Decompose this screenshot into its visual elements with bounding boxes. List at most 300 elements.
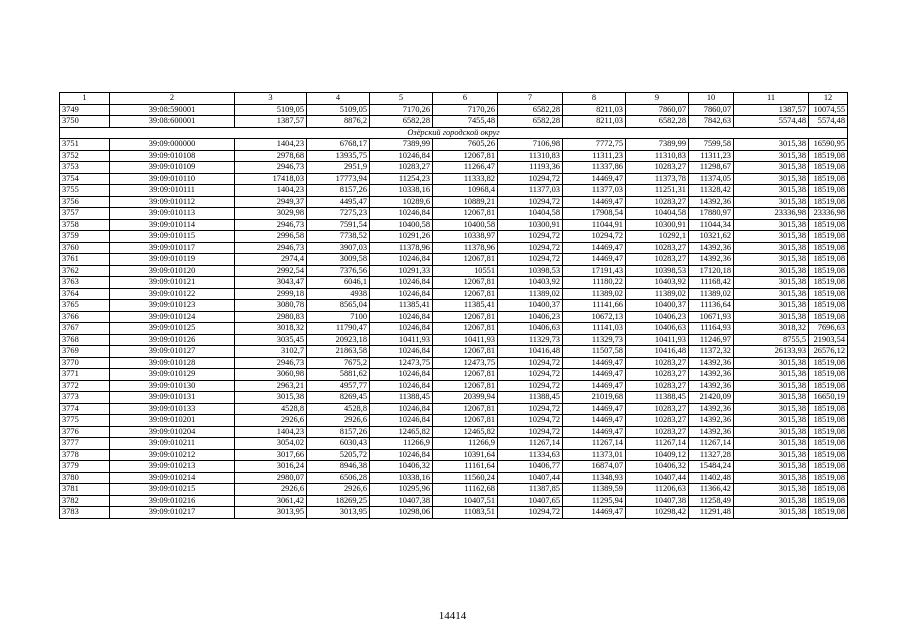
row-number-cell: 3780 [60, 472, 110, 484]
value-cell: 11266,47 [433, 162, 498, 174]
value-cell: 16590,95 [809, 139, 848, 151]
row-number-cell: 3782 [60, 495, 110, 507]
value-cell: 3015,38 [734, 403, 809, 415]
value-cell: 10400,37 [498, 300, 563, 312]
value-cell: 10246,84 [370, 277, 433, 289]
value-cell: 18519,08 [809, 380, 848, 392]
value-cell: 10407,38 [370, 495, 433, 507]
value-cell: 10283,27 [626, 196, 689, 208]
value-cell: 10400,58 [433, 219, 498, 231]
table-row [60, 173, 848, 185]
value-cell: 11385,41 [370, 300, 433, 312]
value-cell: 10246,84 [370, 311, 433, 323]
value-cell: 15484,24 [689, 461, 734, 473]
value-cell: 11246,97 [689, 334, 734, 346]
row-number-cell: 3759 [60, 231, 110, 243]
value-cell: 3015,38 [734, 139, 809, 151]
value-cell: 11083,51 [433, 507, 498, 519]
value-cell: 11251,31 [626, 185, 689, 197]
row-number-cell: 3757 [60, 208, 110, 220]
value-cell: 7170,26 [370, 104, 433, 116]
cadastral-code-cell: 39:09:010213 [110, 461, 235, 473]
value-cell: 2926,6 [235, 484, 307, 496]
row-number-cell: 3766 [60, 311, 110, 323]
value-cell: 17120,18 [689, 265, 734, 277]
value-cell: 7860,07 [626, 104, 689, 116]
value-cell: 11333,82 [433, 173, 498, 185]
table-row [60, 449, 848, 461]
value-cell: 10298,42 [626, 507, 689, 519]
column-header: 6 [433, 93, 498, 105]
value-cell: 7599,58 [689, 139, 734, 151]
row-number-cell: 3783 [60, 507, 110, 519]
row-number-cell: 3763 [60, 277, 110, 289]
value-cell: 1387,57 [235, 116, 307, 128]
table-row [60, 323, 848, 335]
table-row [60, 208, 848, 220]
value-cell: 26133,93 [734, 346, 809, 358]
value-cell: 3015,38 [734, 484, 809, 496]
row-number-cell: 3769 [60, 346, 110, 358]
value-cell: 11388,45 [498, 392, 563, 404]
value-cell: 3043,47 [235, 277, 307, 289]
value-cell: 10294,72 [498, 415, 563, 427]
value-cell: 10294,72 [498, 196, 563, 208]
value-cell: 11291,48 [689, 507, 734, 519]
value-cell: 3035,45 [235, 334, 307, 346]
value-cell: 12465,82 [433, 426, 498, 438]
value-cell: 10283,27 [626, 242, 689, 254]
value-cell: 14469,47 [563, 242, 626, 254]
value-cell: 8157,26 [307, 185, 370, 197]
value-cell: 18519,08 [809, 242, 848, 254]
value-cell: 10411,93 [626, 334, 689, 346]
value-cell: 3015,38 [734, 242, 809, 254]
value-cell: 11266,9 [370, 438, 433, 450]
table-row [60, 196, 848, 208]
value-cell: 14392,36 [689, 242, 734, 254]
value-cell: 3015,38 [734, 415, 809, 427]
value-cell: 10283,27 [370, 162, 433, 174]
value-cell: 11206,63 [626, 484, 689, 496]
cadastral-code-cell: 39:09:010215 [110, 484, 235, 496]
value-cell: 12067,81 [433, 380, 498, 392]
table-row [60, 311, 848, 323]
value-cell: 6582,28 [498, 104, 563, 116]
value-cell: 11267,14 [498, 438, 563, 450]
row-number-cell: 3749 [60, 104, 110, 116]
value-cell: 18519,08 [809, 472, 848, 484]
value-cell: 26576,12 [809, 346, 848, 358]
value-cell: 11366,42 [689, 484, 734, 496]
value-cell: 10298,06 [370, 507, 433, 519]
value-cell: 11560,24 [433, 472, 498, 484]
value-cell: 11377,03 [498, 185, 563, 197]
value-cell: 10400,37 [626, 300, 689, 312]
value-cell: 8876,2 [307, 116, 370, 128]
table-row [60, 104, 848, 116]
value-cell: 14392,36 [689, 357, 734, 369]
value-cell: 10283,27 [626, 162, 689, 174]
cadastral-code-cell: 39:09:010129 [110, 369, 235, 381]
table-row [60, 369, 848, 381]
row-number-cell: 3777 [60, 438, 110, 450]
value-cell: 3015,38 [734, 495, 809, 507]
column-header: 10 [689, 93, 734, 105]
value-cell: 7842,63 [689, 116, 734, 128]
cadastral-code-cell: 39:09:010120 [110, 265, 235, 277]
value-cell: 11377,03 [563, 185, 626, 197]
value-cell: 7738,52 [307, 231, 370, 243]
row-number-cell: 3756 [60, 196, 110, 208]
value-cell: 12067,81 [433, 311, 498, 323]
value-cell: 17908,54 [563, 208, 626, 220]
row-number-cell: 3751 [60, 139, 110, 151]
value-cell: 10407,38 [626, 495, 689, 507]
value-cell: 7675,2 [307, 357, 370, 369]
value-cell: 10294,72 [498, 231, 563, 243]
value-cell: 18519,08 [809, 484, 848, 496]
cadastral-code-cell: 39:09:010217 [110, 507, 235, 519]
row-number-cell: 3774 [60, 403, 110, 415]
value-cell: 5881,62 [307, 369, 370, 381]
value-cell: 11378,96 [433, 242, 498, 254]
value-cell: 11254,23 [370, 173, 433, 185]
value-cell: 14469,47 [563, 415, 626, 427]
value-cell: 18519,08 [809, 277, 848, 289]
table-row [60, 495, 848, 507]
value-cell: 11389,59 [563, 484, 626, 496]
value-cell: 6768,17 [307, 139, 370, 151]
value-cell: 10294,72 [563, 231, 626, 243]
value-cell: 18519,08 [809, 461, 848, 473]
table-row [60, 438, 848, 450]
value-cell: 10246,84 [370, 380, 433, 392]
value-cell: 12067,81 [433, 254, 498, 266]
value-cell: 11389,02 [498, 288, 563, 300]
value-cell: 1404,23 [235, 139, 307, 151]
value-cell: 10404,58 [498, 208, 563, 220]
value-cell: 10411,93 [370, 334, 433, 346]
value-cell: 2949,37 [235, 196, 307, 208]
value-cell: 11373,01 [563, 449, 626, 461]
cadastral-code-cell: 39:09:010114 [110, 219, 235, 231]
value-cell: 18519,08 [809, 150, 848, 162]
value-cell: 2996,58 [235, 231, 307, 243]
value-cell: 7170,26 [433, 104, 498, 116]
value-cell: 18519,08 [809, 403, 848, 415]
value-cell: 3015,38 [734, 185, 809, 197]
value-cell: 17773,94 [307, 173, 370, 185]
value-cell: 7100 [307, 311, 370, 323]
value-cell: 10283,27 [626, 403, 689, 415]
table-row [60, 219, 848, 231]
value-cell: 5109,05 [307, 104, 370, 116]
table-row [60, 185, 848, 197]
value-cell: 7860,07 [689, 104, 734, 116]
value-cell: 18519,08 [809, 357, 848, 369]
value-cell: 7376,56 [307, 265, 370, 277]
value-cell: 7106,98 [498, 139, 563, 151]
cadastral-code-cell: 39:09:010122 [110, 288, 235, 300]
cadastral-code-cell: 39:09:010127 [110, 346, 235, 358]
value-cell: 10338,97 [433, 231, 498, 243]
cadastral-code-cell: 39:09:010110 [110, 173, 235, 185]
value-cell: 1404,23 [235, 426, 307, 438]
table-row [60, 277, 848, 289]
cadastral-code-cell: 39:09:010212 [110, 449, 235, 461]
value-cell: 10246,84 [370, 346, 433, 358]
table-row [60, 484, 848, 496]
table-row [60, 162, 848, 174]
value-cell: 21420,09 [689, 392, 734, 404]
cadastral-code-cell: 39:09:010121 [110, 277, 235, 289]
row-number-cell: 3773 [60, 392, 110, 404]
row-number-cell: 3765 [60, 300, 110, 312]
value-cell: 6046,1 [307, 277, 370, 289]
row-number-cell: 3767 [60, 323, 110, 335]
value-cell: 3015,38 [734, 219, 809, 231]
value-cell: 10292,1 [626, 231, 689, 243]
value-cell: 10300,91 [626, 219, 689, 231]
value-cell: 10406,23 [498, 311, 563, 323]
value-cell: 11388,45 [626, 392, 689, 404]
value-cell: 10294,72 [498, 507, 563, 519]
value-cell: 10407,44 [498, 472, 563, 484]
value-cell: 23336,98 [734, 208, 809, 220]
row-number-cell: 3760 [60, 242, 110, 254]
value-cell: 14469,47 [563, 380, 626, 392]
value-cell: 17191,43 [563, 265, 626, 277]
value-cell: 10407,65 [498, 495, 563, 507]
value-cell: 14469,47 [563, 507, 626, 519]
cadastral-code-cell: 39:09:010201 [110, 415, 235, 427]
cadastral-code-cell: 39:09:010124 [110, 311, 235, 323]
value-cell: 10406,32 [370, 461, 433, 473]
value-cell: 3015,38 [734, 507, 809, 519]
value-cell: 12067,81 [433, 403, 498, 415]
value-cell: 20399,94 [433, 392, 498, 404]
value-cell: 3013,95 [307, 507, 370, 519]
cadastral-code-cell: 39:09:010112 [110, 196, 235, 208]
value-cell: 3015,38 [734, 472, 809, 484]
value-cell: 11136,64 [689, 300, 734, 312]
value-cell: 11267,14 [689, 438, 734, 450]
value-cell: 11311,23 [689, 150, 734, 162]
value-cell: 2963,21 [235, 380, 307, 392]
value-cell: 11266,9 [433, 438, 498, 450]
value-cell: 21903,54 [809, 334, 848, 346]
table-row [60, 139, 848, 151]
value-cell: 12067,81 [433, 288, 498, 300]
table-row [60, 265, 848, 277]
value-cell: 23336,98 [809, 208, 848, 220]
cadastral-code-cell: 39:09:010211 [110, 438, 235, 450]
value-cell: 2978,68 [235, 150, 307, 162]
value-cell: 2946,73 [235, 162, 307, 174]
value-cell: 14469,47 [563, 173, 626, 185]
value-cell: 10338,16 [370, 185, 433, 197]
table-row [60, 472, 848, 484]
row-number-cell: 3770 [60, 357, 110, 369]
value-cell: 7591,54 [307, 219, 370, 231]
value-cell: 12067,81 [433, 150, 498, 162]
value-cell: 10295,96 [370, 484, 433, 496]
cadastral-code-cell: 39:09:010125 [110, 323, 235, 335]
value-cell: 3015,38 [734, 438, 809, 450]
value-cell: 3015,38 [734, 277, 809, 289]
value-cell: 14392,36 [689, 415, 734, 427]
value-cell: 10968,4 [433, 185, 498, 197]
value-cell: 10246,84 [370, 150, 433, 162]
value-cell: 10294,72 [498, 426, 563, 438]
value-cell: 18519,08 [809, 311, 848, 323]
value-cell: 10406,32 [626, 461, 689, 473]
value-cell: 10283,27 [626, 357, 689, 369]
value-cell: 11267,14 [626, 438, 689, 450]
value-cell: 10294,72 [498, 173, 563, 185]
value-cell: 11337,86 [563, 162, 626, 174]
value-cell: 3017,66 [235, 449, 307, 461]
table-row [60, 242, 848, 254]
value-cell: 10283,27 [626, 369, 689, 381]
value-cell: 10404,58 [626, 208, 689, 220]
column-header: 12 [809, 93, 848, 105]
value-cell: 6030,43 [307, 438, 370, 450]
value-cell: 8565,04 [307, 300, 370, 312]
table-row [60, 231, 848, 243]
value-cell: 6582,28 [626, 116, 689, 128]
value-cell: 14392,36 [689, 426, 734, 438]
value-cell: 3009,58 [307, 254, 370, 266]
value-cell: 11168,42 [689, 277, 734, 289]
data-table [59, 92, 848, 519]
value-cell: 11310,83 [498, 150, 563, 162]
value-cell: 10291,33 [370, 265, 433, 277]
value-cell: 11507,58 [563, 346, 626, 358]
value-cell: 11310,83 [626, 150, 689, 162]
value-cell: 3018,32 [734, 323, 809, 335]
cadastral-code-cell: 39:09:010119 [110, 254, 235, 266]
value-cell: 14392,36 [689, 254, 734, 266]
value-cell: 10403,92 [498, 277, 563, 289]
cadastral-code-cell: 39:09:010126 [110, 334, 235, 346]
value-cell: 3015,38 [734, 449, 809, 461]
value-cell: 14392,36 [689, 380, 734, 392]
value-cell: 3015,38 [734, 254, 809, 266]
value-cell: 7389,99 [370, 139, 433, 151]
value-cell: 14469,47 [563, 426, 626, 438]
value-cell: 11402,48 [689, 472, 734, 484]
column-header: 1 [60, 93, 110, 105]
value-cell: 10398,53 [498, 265, 563, 277]
value-cell: 16650,19 [809, 392, 848, 404]
value-cell: 11387,85 [498, 484, 563, 496]
value-cell: 10294,72 [498, 369, 563, 381]
value-cell: 14469,47 [563, 369, 626, 381]
cadastral-code-cell: 39:09:010216 [110, 495, 235, 507]
value-cell: 11044,34 [689, 219, 734, 231]
value-cell: 10403,92 [626, 277, 689, 289]
value-cell: 3907,03 [307, 242, 370, 254]
value-cell: 12067,81 [433, 346, 498, 358]
value-cell: 12473,75 [370, 357, 433, 369]
value-cell: 10406,77 [498, 461, 563, 473]
value-cell: 14469,47 [563, 196, 626, 208]
value-cell: 18519,08 [809, 495, 848, 507]
value-cell: 10551 [433, 265, 498, 277]
value-cell: 11388,45 [370, 392, 433, 404]
value-cell: 4957,77 [307, 380, 370, 392]
value-cell: 10672,13 [563, 311, 626, 323]
value-cell: 11258,49 [689, 495, 734, 507]
cadastral-code-cell: 39:09:010130 [110, 380, 235, 392]
column-header: 8 [563, 93, 626, 105]
column-header: 4 [307, 93, 370, 105]
value-cell: 11164,93 [689, 323, 734, 335]
table-row [60, 334, 848, 346]
value-cell: 3061,42 [235, 495, 307, 507]
value-cell: 12465,82 [370, 426, 433, 438]
value-cell: 17880,97 [689, 208, 734, 220]
value-cell: 11193,36 [498, 162, 563, 174]
value-cell: 10246,84 [370, 208, 433, 220]
value-cell: 3015,38 [734, 265, 809, 277]
value-cell: 11374,05 [689, 173, 734, 185]
value-cell: 14392,36 [689, 196, 734, 208]
cadastral-code-cell: 39:09:010117 [110, 242, 235, 254]
cadastral-code-cell: 39:08:590001 [110, 104, 235, 116]
value-cell: 11790,47 [307, 323, 370, 335]
value-cell: 2946,73 [235, 357, 307, 369]
column-header: 5 [370, 93, 433, 105]
row-number-cell: 3750 [60, 116, 110, 128]
value-cell: 11378,96 [370, 242, 433, 254]
value-cell: 3015,38 [734, 231, 809, 243]
value-cell: 18519,08 [809, 265, 848, 277]
value-cell: 3015,38 [734, 311, 809, 323]
cadastral-code-cell: 39:09:010109 [110, 162, 235, 174]
value-cell: 18519,08 [809, 288, 848, 300]
value-cell: 18519,08 [809, 507, 848, 519]
value-cell: 2926,6 [235, 415, 307, 427]
table-row [60, 254, 848, 266]
value-cell: 11329,73 [563, 334, 626, 346]
value-cell: 18519,08 [809, 162, 848, 174]
value-cell: 3018,32 [235, 323, 307, 335]
value-cell: 18519,08 [809, 426, 848, 438]
column-header: 7 [498, 93, 563, 105]
value-cell: 18519,08 [809, 254, 848, 266]
value-cell: 3015,38 [734, 288, 809, 300]
row-number-cell: 3758 [60, 219, 110, 231]
column-header: 3 [235, 93, 307, 105]
value-cell: 10411,93 [433, 334, 498, 346]
value-cell: 3015,38 [734, 461, 809, 473]
row-number-cell: 3779 [60, 461, 110, 473]
value-cell: 18519,08 [809, 415, 848, 427]
value-cell: 10246,84 [370, 415, 433, 427]
value-cell: 18519,08 [809, 173, 848, 185]
value-cell: 10398,53 [626, 265, 689, 277]
row-number-cell: 3752 [60, 150, 110, 162]
row-number-cell: 3768 [60, 334, 110, 346]
value-cell: 16874,07 [563, 461, 626, 473]
value-cell: 11372,32 [689, 346, 734, 358]
value-cell: 11327,28 [689, 449, 734, 461]
value-cell: 18519,08 [809, 438, 848, 450]
section-row [60, 127, 848, 139]
